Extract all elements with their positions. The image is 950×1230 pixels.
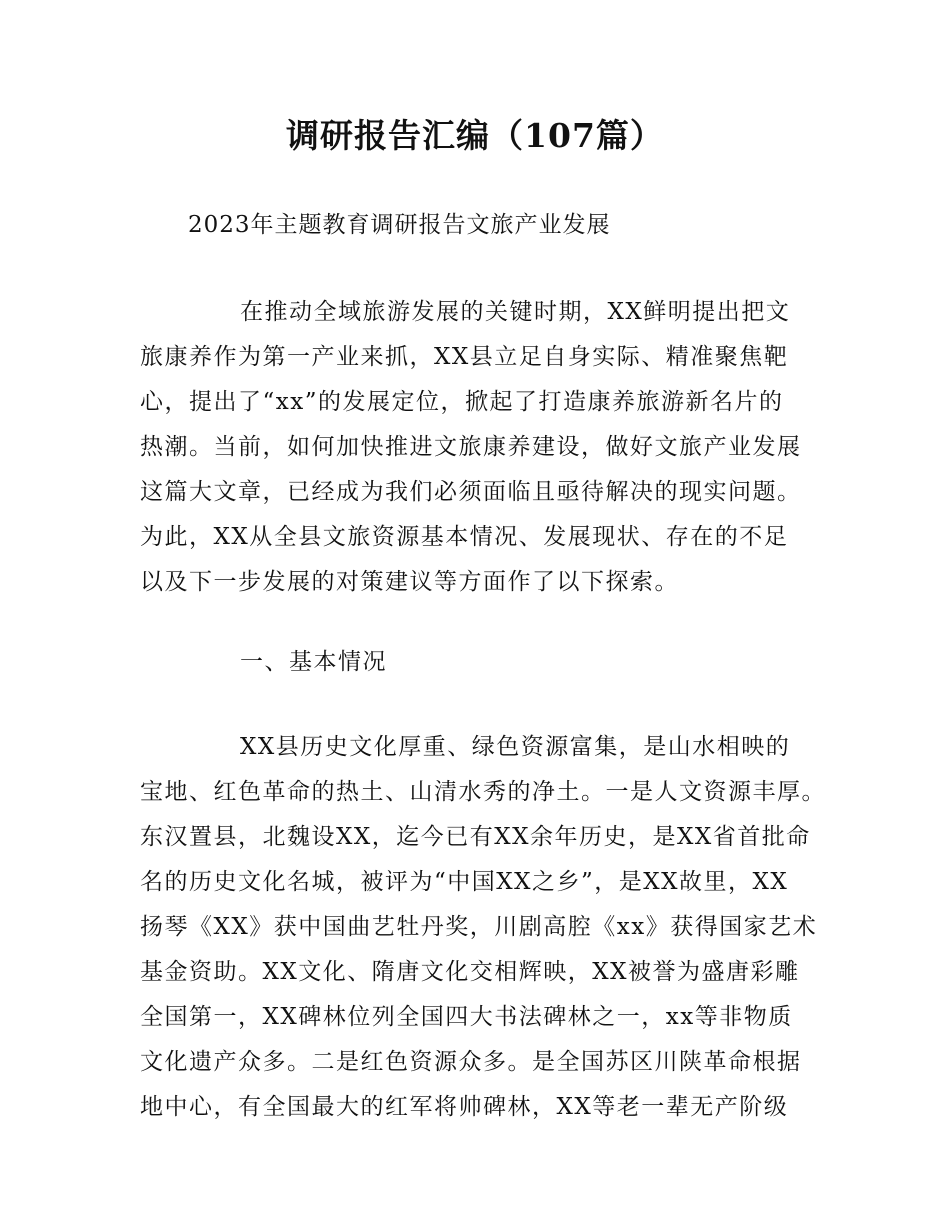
document-title: 调研报告汇编（107篇） bbox=[286, 116, 664, 155]
paragraph-line: 东汉置县，北魏设XX，迄今已有XX余年历史，是XX省首批命 bbox=[140, 824, 811, 850]
paragraph-line: XX县历史文化厚重、绿色资源富集，是山水相映的 bbox=[240, 734, 791, 760]
basic-situation-paragraph bbox=[140, 725, 830, 1130]
paragraph-line: 宝地、红色革命的热土、山清水秀的净土。一是人文资源丰厚。 bbox=[140, 779, 826, 805]
paragraph-line: 地中心，有全国最大的红军将帅碑林，XX等老一辈无产阶级 bbox=[140, 1094, 789, 1120]
paragraph-line: 这篇大文章，已经成为我们必须面临且亟待解决的现实问题。 bbox=[140, 479, 802, 505]
paragraph-line: 心，提出了“xx”的发展定位，掀起了打造康养旅游新名片的 bbox=[140, 389, 784, 415]
paragraph-line: 基金资助。XX文化、隋唐文化交相辉映，XX被誉为盛唐彩雕 bbox=[140, 959, 800, 985]
paragraph-line: 旅康养作为第一产业来抓，XX县立足自身实际、精准聚焦靶 bbox=[140, 344, 789, 370]
section-heading-basic-situation bbox=[140, 640, 830, 685]
paragraph-line: 文化遗产众多。二是红色资源众多。是全国苏区川陕革命根据 bbox=[140, 1049, 802, 1075]
intro-paragraph bbox=[140, 290, 830, 605]
paragraph-line: 扬琴《XX》获中国曲艺牡丹奖，川剧高腔《xx》获得国家艺术 bbox=[140, 914, 818, 940]
paragraph-line: 在推动全域旅游发展的关键时期，XX鲜明提出把文 bbox=[240, 299, 791, 325]
document-subtitle: 2023年主题教育调研报告文旅产业发展 bbox=[188, 212, 611, 238]
section-heading-text: 一、基本情况 bbox=[240, 649, 387, 675]
paragraph-line: 为此，XX从全县文旅资源基本情况、发展现状、存在的不足 bbox=[140, 524, 789, 550]
paragraph-line: 以及下一步发展的对策建议等方面作了以下探索。 bbox=[140, 569, 679, 595]
paragraph-line: 热潮。当前，如何加快推进文旅康养建设，做好文旅产业发展 bbox=[140, 434, 802, 460]
paragraph-line: 名的历史文化名城，被评为“中国XX之乡”，是XX故里，XX bbox=[140, 869, 789, 895]
paragraph-line: 全国第一，XX碑林位列全国四大书法碑林之一，xx等非物质 bbox=[140, 1004, 793, 1030]
